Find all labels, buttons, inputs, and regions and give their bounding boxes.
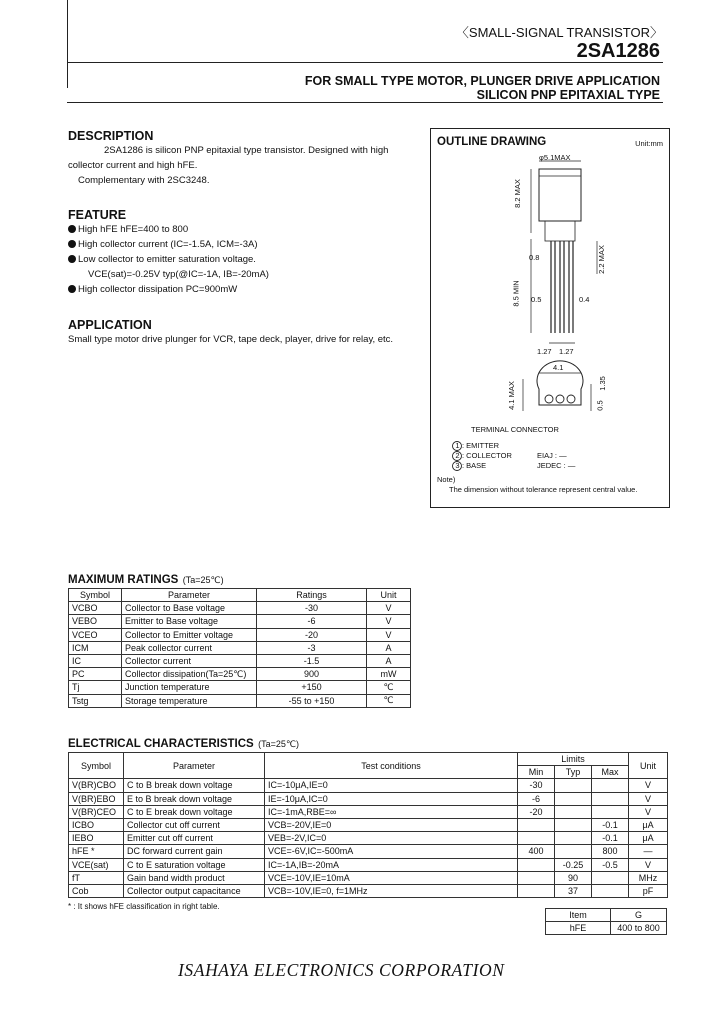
table-row <box>69 871 668 884</box>
feature-title: FEATURE <box>68 208 127 222</box>
terminal-item <box>453 461 512 471</box>
table-row <box>69 694 411 707</box>
min-cell <box>518 818 555 831</box>
max-cell: 800 <box>592 845 629 858</box>
parameter-cell: Collector current <box>122 654 257 667</box>
max-cell <box>592 779 629 792</box>
symbol-cell: V(BR)CBO <box>69 779 124 792</box>
terminal-num: 2 <box>455 451 460 460</box>
unit-cell: V <box>629 792 668 805</box>
max-cell: -0.5 <box>592 858 629 871</box>
header-cell: Symbol <box>69 753 124 779</box>
table-header-row <box>69 589 411 602</box>
elec-title: ELECTRICAL CHARACTERISTICS <box>68 738 254 750</box>
terminal-name: : EMITTER <box>462 441 500 450</box>
application-heading <box>305 74 660 102</box>
feature-item <box>68 267 418 282</box>
table-row <box>546 922 667 935</box>
terminal-connector-title: TERMINAL CONNECTOR <box>471 425 559 434</box>
rating-cell: -3 <box>257 641 367 654</box>
part-number: 2SA1286 <box>576 40 660 62</box>
symbol-cell: ICM <box>69 641 122 654</box>
unit-cell: V <box>367 615 411 628</box>
parameter-cell: Peak collector current <box>122 641 257 654</box>
header-cell: Parameter <box>124 753 265 779</box>
min-cell: -30 <box>518 779 555 792</box>
unit-cell: μA <box>629 832 668 845</box>
parameter-cell: Emitter to Base voltage <box>122 615 257 628</box>
typ-cell <box>555 805 592 818</box>
max-ratings-cond: (Ta=25℃) <box>182 575 224 585</box>
terminal-item <box>453 451 512 461</box>
condition-cell: IC=-1mA,RBE=∞ <box>265 805 518 818</box>
symbol-cell: ICBO <box>69 818 124 831</box>
symbol-cell: V(BR)EBO <box>69 792 124 805</box>
feature-list <box>68 222 418 297</box>
rating-cell: 900 <box>257 668 367 681</box>
max-cell <box>592 884 629 897</box>
symbol-cell: Tj <box>69 681 122 694</box>
elec-cond: (Ta=25℃) <box>258 739 300 749</box>
parameter-cell: Collector dissipation(Ta=25℃) <box>122 668 257 681</box>
typ-cell <box>555 818 592 831</box>
symbol-cell: IEBO <box>69 832 124 845</box>
parameter-cell: Collector cut off current <box>124 818 265 831</box>
dim-lead-width: 0.8 <box>529 253 540 262</box>
description-text <box>68 143 418 188</box>
dim-pitch-b: 1.27 <box>559 347 574 356</box>
terminal-num: 3 <box>455 461 460 470</box>
unit-cell: V <box>629 779 668 792</box>
feature-text: Low collector to emitter saturation voltage. <box>78 254 256 265</box>
unit-cell: V <box>629 858 668 871</box>
parameter-cell: Emitter cut off current <box>124 832 265 845</box>
bullet-icon <box>68 255 76 263</box>
table-row <box>69 884 668 897</box>
unit-cell: A <box>367 654 411 667</box>
dim-stub: 2.2 MAX <box>596 245 606 274</box>
unit-cell: V <box>367 602 411 615</box>
condition-cell: IE=-10μA,IC=0 <box>265 792 518 805</box>
application-text: Small type motor drive plunger for VCR, tape deck, player, drive for relay, etc. <box>68 334 394 345</box>
symbol-cell: hFE * <box>69 845 124 858</box>
symbol-cell: Cob <box>69 884 124 897</box>
max-ratings-table <box>68 588 411 708</box>
description-line-2: collector current and high hFE. <box>68 160 198 171</box>
table-row <box>69 668 411 681</box>
header-cell: Ratings <box>257 589 367 602</box>
feature-text: VCE(sat)=-0.25V typ(@IC=-1A, IB=-20mA) <box>88 269 269 280</box>
outline-title: OUTLINE DRAWING <box>437 136 547 148</box>
parameter-cell: Collector output capacitance <box>124 884 265 897</box>
condition-cell: VCB=-10V,IE=0, f=1MHz <box>265 884 518 897</box>
table-row <box>69 845 668 858</box>
company-footer: ISAHAYA ELECTRONICS CORPORATION <box>178 960 505 980</box>
class-value-cell: 400 to 800 <box>611 922 667 935</box>
jedec-label: JEDEC : — <box>537 461 576 470</box>
bullet-icon <box>68 240 76 248</box>
typ-cell <box>555 792 592 805</box>
table-row <box>69 818 668 831</box>
symbol-cell: VCE(sat) <box>69 858 124 871</box>
transistor-body <box>539 169 581 221</box>
application-title: APPLICATION <box>68 318 152 332</box>
symbol-cell: IC <box>69 654 122 667</box>
terminal-name: : COLLECTOR <box>462 451 512 460</box>
table-row <box>69 792 668 805</box>
max-ratings-heading <box>68 570 224 588</box>
header-frame-left <box>67 0 68 88</box>
parameter-cell: C to E break down voltage <box>124 805 265 818</box>
dim-bottom-side-2: 1.35 <box>597 376 607 391</box>
rating-cell: -6 <box>257 615 367 628</box>
elec-table <box>68 752 668 898</box>
rating-cell: -1.5 <box>257 654 367 667</box>
min-cell: -20 <box>518 805 555 818</box>
typ-cell <box>555 832 592 845</box>
parameter-cell: Gain band width product <box>124 871 265 884</box>
header-cell: Unit <box>367 589 411 602</box>
parameter-cell: Storage temperature <box>122 694 257 707</box>
header-cell: Limits <box>518 753 629 766</box>
terminal-list <box>453 441 512 471</box>
description-line-1: 2SA1286 is silicon PNP epitaxial type transistor. Designed with high <box>104 145 389 156</box>
condition-cell: VCE=-6V,IC=-500mA <box>265 845 518 858</box>
elec-heading <box>68 734 299 752</box>
typ-cell: -0.25 <box>555 858 592 871</box>
header-cell: Min <box>518 766 555 779</box>
application-line: FOR SMALL TYPE MOTOR, PLUNGER DRIVE APPLICATION <box>304 74 660 88</box>
table-row <box>69 602 411 615</box>
rating-cell: -30 <box>257 602 367 615</box>
table-row <box>69 641 411 654</box>
min-cell <box>518 884 555 897</box>
header-cell: Typ <box>555 766 592 779</box>
rating-cell: +150 <box>257 681 367 694</box>
header-cell: Unit <box>629 753 668 779</box>
symbol-cell: VEBO <box>69 615 122 628</box>
min-cell <box>518 832 555 845</box>
feature-text: High collector dissipation PC=900mW <box>78 284 238 295</box>
unit-cell: ℃ <box>367 694 411 707</box>
header-rule <box>67 62 663 63</box>
table-row <box>69 681 411 694</box>
unit-cell: A <box>367 641 411 654</box>
parameter-cell: Collector to Base voltage <box>122 602 257 615</box>
elec-footnote: * : It shows hFE classification in right table. <box>68 902 220 911</box>
feature-item <box>68 252 418 267</box>
rating-cell: -20 <box>257 628 367 641</box>
typ-cell <box>555 845 592 858</box>
dim-top-width: φ5.1MAX <box>539 153 571 162</box>
condition-cell: VCB=-20V,IE=0 <box>265 818 518 831</box>
parameter-cell: Junction temperature <box>122 681 257 694</box>
max-ratings-title: MAXIMUM RATINGS <box>68 574 179 586</box>
header-cell: Symbol <box>69 589 122 602</box>
table-row <box>69 615 411 628</box>
condition-cell: VEB=-2V,IC=0 <box>265 832 518 845</box>
class-header-cell: Item <box>546 909 611 922</box>
min-cell: 400 <box>518 845 555 858</box>
type-line: SILICON PNP EPITAXIAL TYPE <box>476 88 660 102</box>
unit-cell: — <box>629 845 668 858</box>
dim-pitch-a: 1.27 <box>537 347 552 356</box>
eiaj-label: EIAJ : — <box>537 451 567 460</box>
bullet-icon <box>68 285 76 293</box>
terminal-item <box>453 441 512 451</box>
parameter-cell: E to B break down voltage <box>124 792 265 805</box>
unit-cell: μA <box>629 818 668 831</box>
typ-cell: 90 <box>555 871 592 884</box>
header-cell: Parameter <box>122 589 257 602</box>
max-cell <box>592 805 629 818</box>
dim-lead-width-3: 0.4 <box>579 295 590 304</box>
table-row <box>69 628 411 641</box>
header-bottom-rule <box>67 102 663 103</box>
min-cell <box>518 858 555 871</box>
condition-cell: IC=-1A,IB=-20mA <box>265 858 518 871</box>
note-text: The dimension without tolerance represent central value. <box>449 485 638 494</box>
table-header-row <box>69 753 668 766</box>
condition-cell: VCE=-10V,IE=10mA <box>265 871 518 884</box>
typ-cell <box>555 779 592 792</box>
unit-cell: pF <box>629 884 668 897</box>
symbol-cell: V(BR)CEO <box>69 805 124 818</box>
feature-item <box>68 237 418 252</box>
parameter-cell: Collector to Emitter voltage <box>122 628 257 641</box>
dim-lead-width-2: 0.5 <box>531 295 542 304</box>
unit-cell: mW <box>367 668 411 681</box>
table-row <box>69 779 668 792</box>
dim-bottom-height: 4.1 MAX <box>506 381 516 410</box>
unit-cell: MHz <box>629 871 668 884</box>
note-label: Note) <box>437 475 456 484</box>
max-cell <box>592 871 629 884</box>
unit-cell: V <box>367 628 411 641</box>
header-cell: Test conditions <box>265 753 518 779</box>
feature-text: High collector current (IC=-1.5A, ICM=-3A) <box>78 239 258 250</box>
feature-text: High hFE hFE=400 to 800 <box>78 224 189 235</box>
terminal-num: 1 <box>455 441 460 450</box>
category-label: 〈SMALL-SIGNAL TRANSISTOR〉 <box>455 25 663 40</box>
min-cell: -6 <box>518 792 555 805</box>
max-cell: -0.1 <box>592 818 629 831</box>
feature-item <box>68 222 418 237</box>
symbol-cell: fT <box>69 871 124 884</box>
hfe-class-table <box>545 908 667 935</box>
unit-cell: ℃ <box>367 681 411 694</box>
header-cell: Max <box>592 766 629 779</box>
terminal-name: : BASE <box>462 461 487 470</box>
table-row <box>69 654 411 667</box>
table-row <box>69 832 668 845</box>
feature-item <box>68 282 418 297</box>
min-cell <box>518 871 555 884</box>
rating-cell: -55 to +150 <box>257 694 367 707</box>
bullet-icon <box>68 225 76 233</box>
description-title: DESCRIPTION <box>68 129 154 143</box>
parameter-cell: C to B break down voltage <box>124 779 265 792</box>
dim-lead-length: 8.5 MIN <box>511 280 521 307</box>
dim-body-height: 8.2 MAX <box>512 179 522 208</box>
max-cell <box>592 792 629 805</box>
symbol-cell: VCEO <box>69 628 122 641</box>
pin-1-marker <box>545 395 553 403</box>
condition-cell: IC=-10μA,IE=0 <box>265 779 518 792</box>
unit-cell: V <box>629 805 668 818</box>
symbol-cell: Tstg <box>69 694 122 707</box>
table-row <box>69 858 668 871</box>
typ-cell: 37 <box>555 884 592 897</box>
symbol-cell: VCBO <box>69 602 122 615</box>
class-header-cell: G <box>611 909 667 922</box>
dim-bottom-width: 4.1 <box>553 363 564 372</box>
dim-bottom-side: 0.5 <box>595 400 605 411</box>
description-line-3: Complementary with 2SC3248. <box>78 175 210 186</box>
max-cell: -0.1 <box>592 832 629 845</box>
parameter-cell: DC forward current gain <box>124 845 265 858</box>
outline-drawing-box <box>430 128 670 508</box>
table-row <box>546 909 667 922</box>
class-value-cell: hFE <box>546 922 611 935</box>
pin-3-marker <box>567 395 575 403</box>
table-row <box>69 805 668 818</box>
parameter-cell: C to E saturation voltage <box>124 858 265 871</box>
symbol-cell: PC <box>69 668 122 681</box>
unit-label: Unit:mm <box>635 139 663 148</box>
pin-2-marker <box>556 395 564 403</box>
